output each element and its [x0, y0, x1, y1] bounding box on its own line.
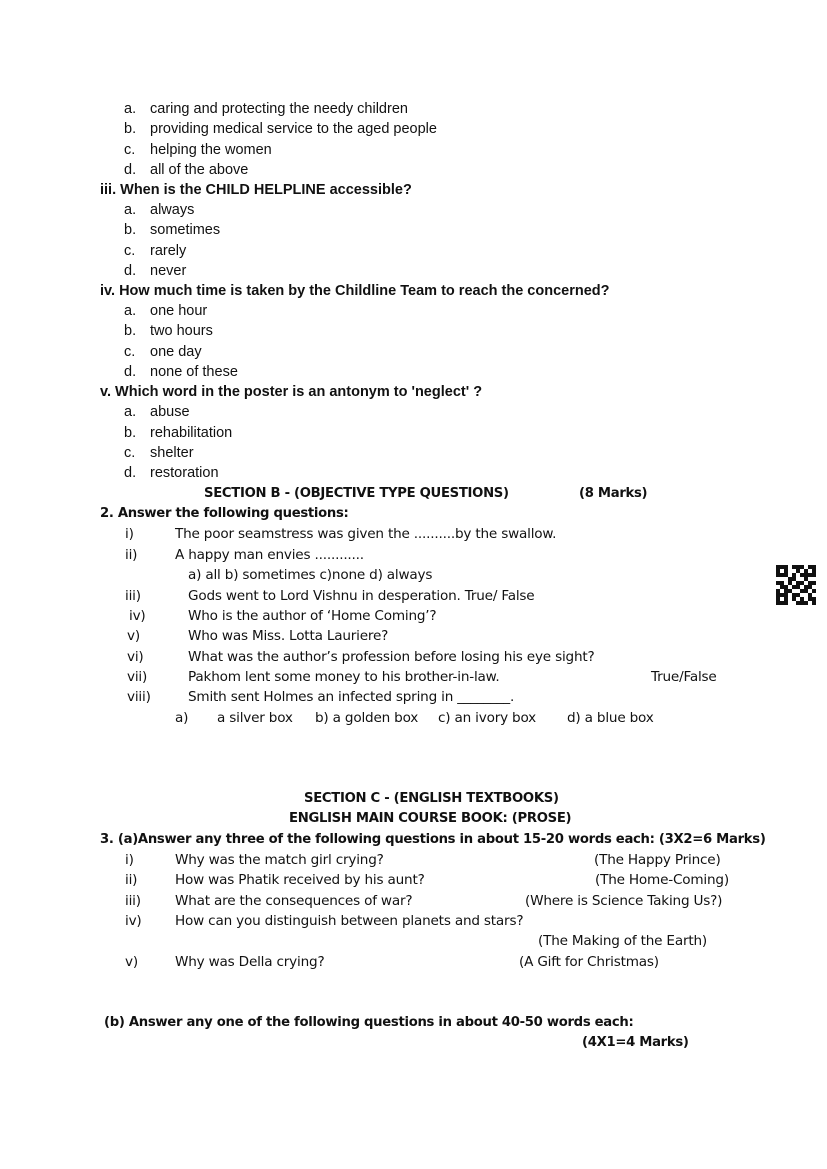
question-stem: iii. When is the CHILD HELPLINE accessible?: [100, 182, 412, 198]
option-text: rarely: [150, 243, 187, 259]
option-letter: d.: [124, 263, 137, 279]
item-number: iii): [125, 588, 141, 604]
item-source: (The Home-Coming): [595, 872, 729, 888]
part-a-instruction: 3. (a)Answer any three of the following questions in about 15-20 words each: (3X2=6 Marks): [100, 832, 766, 847]
item-number: vi): [127, 649, 144, 665]
item-text: Why was Della crying?: [175, 954, 325, 970]
item-text: What are the consequences of war?: [175, 893, 413, 909]
section-b-instruction: 2. Answer the following questions:: [100, 506, 349, 521]
item-source: (Where is Science Taking Us?): [525, 893, 723, 909]
option-letter: a): [175, 710, 189, 726]
question-stem: iv. How much time is taken by the Childline Team to reach the concerned?: [100, 283, 610, 299]
option-letter: b.: [124, 121, 137, 137]
option-letter: a.: [124, 404, 137, 420]
option-text: never: [150, 263, 187, 279]
item-number: i): [125, 526, 134, 542]
section-c-title: SECTION C - (ENGLISH TEXTBOOKS): [304, 791, 559, 806]
option-text: caring and protecting the needy children: [150, 101, 408, 117]
option-text: always: [150, 202, 195, 218]
option-text: two hours: [150, 323, 213, 339]
item-text: Why was the match girl crying?: [175, 852, 384, 868]
item-number: viii): [127, 689, 151, 705]
item-source: (A Gift for Christmas): [519, 954, 659, 970]
option-text: a silver box: [217, 710, 293, 726]
item-number: v): [127, 628, 140, 644]
item-number: iii): [125, 893, 141, 909]
item-text: Who is the author of ‘Home Coming’?: [188, 608, 437, 624]
item-text: A happy man envies ............: [175, 547, 364, 563]
item-number: ii): [125, 872, 138, 888]
item-source: (The Making of the Earth): [538, 933, 707, 949]
option-text: d) a blue box: [567, 710, 654, 726]
option-letter: d.: [124, 162, 137, 178]
option-text: rehabilitation: [150, 425, 233, 441]
item-text: Pakhom lent some money to his brother-in-law.: [188, 669, 500, 685]
option-text: shelter: [150, 445, 194, 461]
option-text: one day: [150, 344, 202, 360]
option-text: providing medical service to the aged people: [150, 121, 437, 137]
item-source: (The Happy Prince): [594, 852, 721, 868]
item-text: How can you distinguish between planets and stars?: [175, 913, 524, 929]
option-letter: b.: [124, 425, 137, 441]
option-text: sometimes: [150, 222, 221, 238]
item-number: iv): [129, 608, 146, 624]
item-number: iv): [125, 913, 142, 929]
item-text: The poor seamstress was given the ..........by the swallow.: [175, 526, 557, 542]
item-text: Gods went to Lord Vishnu in desperation. True/ False: [188, 588, 535, 604]
option-letter: b.: [124, 222, 137, 238]
qr-code-icon: [776, 565, 816, 605]
option-text: restoration: [150, 465, 219, 481]
option-text: b) a golden box: [315, 710, 419, 726]
section-b-title: SECTION B - (OBJECTIVE TYPE QUESTIONS): [204, 486, 509, 501]
item-number: v): [125, 954, 138, 970]
option-letter: a.: [124, 202, 137, 218]
option-letter: a.: [124, 101, 137, 117]
option-letter: d.: [124, 364, 137, 380]
option-letter: c.: [124, 142, 136, 158]
option-text: all of the above: [150, 162, 249, 178]
option-letter: c.: [124, 344, 136, 360]
question-stem: v. Which word in the poster is an antonym to 'neglect' ?: [100, 384, 483, 400]
option-text: none of these: [150, 364, 238, 380]
option-letter: c.: [124, 445, 136, 461]
item-number: ii): [125, 547, 138, 563]
item-text: How was Phatik received by his aunt?: [175, 872, 425, 888]
option-letter: d.: [124, 465, 137, 481]
item-number: i): [125, 852, 134, 868]
item-text: What was the author’s profession before losing his eye sight?: [188, 649, 595, 665]
option-letter: c.: [124, 243, 136, 259]
part-b-marks: (4X1=4 Marks): [582, 1035, 689, 1050]
item-text: Who was Miss. Lotta Lauriere?: [188, 628, 389, 644]
option-text: abuse: [150, 404, 190, 420]
item-number: vii): [127, 669, 148, 685]
item-text: Smith sent Holmes an infected spring in ________.: [188, 689, 515, 705]
option-letter: a.: [124, 303, 137, 319]
option-letter: b.: [124, 323, 137, 339]
option-text: one hour: [150, 303, 208, 319]
option-text: helping the women: [150, 142, 272, 158]
section-c-subtitle: ENGLISH MAIN COURSE BOOK: (PROSE): [289, 811, 572, 826]
option-text: c) an ivory box: [438, 710, 537, 726]
true-false-answer: True/False: [651, 669, 717, 685]
section-b-marks: (8 Marks): [579, 486, 648, 501]
part-b-instruction: (b) Answer any one of the following questions in about 40-50 words each:: [104, 1015, 634, 1030]
item-options: a) all b) sometimes c)none d) always: [188, 567, 433, 583]
